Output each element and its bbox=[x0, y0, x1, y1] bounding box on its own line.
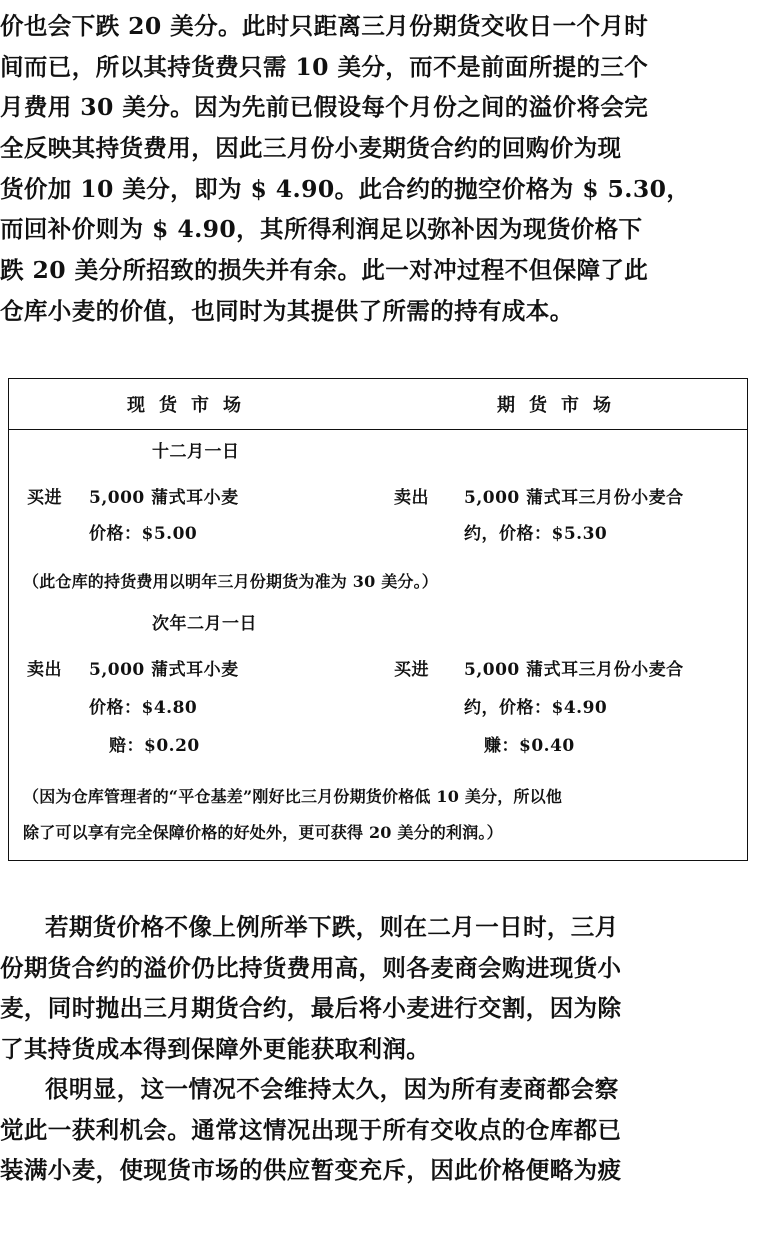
row2-futures-price: 约，价格：$4.90 bbox=[464, 698, 608, 718]
row1-futures-desc: 5,000 蒲式耳三月份小麦合 bbox=[464, 488, 684, 508]
row1-futures-price: 约，价格：$5.30 bbox=[464, 524, 608, 544]
text-line: 价也会下跌 20 美分。此时只距离三月份期货交收日一个月时 bbox=[0, 12, 649, 40]
text-line: 货价加 10 美分，即为 $ 4.90。此合约的抛空价格为 $ 5.30， bbox=[0, 174, 691, 203]
row2-spot-desc: 5,000 蒲式耳小麦 bbox=[89, 660, 239, 680]
note-basis-line2: 除了可以享有完全保障价格的好处外，更可获得 20 美分的利润。） bbox=[23, 823, 503, 842]
row2-spot-loss: 赔：$0.20 bbox=[109, 736, 200, 756]
row2-spot-action: 卖出 bbox=[27, 660, 62, 680]
row1-spot-action: 买进 bbox=[27, 488, 62, 508]
paragraph-middle bbox=[0, 907, 758, 1070]
date-december: 十二月一日 bbox=[152, 442, 240, 462]
paragraph-top bbox=[0, 6, 758, 332]
text-line: 跌 20 美分所招致的损失并有余。此一对冲过程不但保障了此 bbox=[0, 256, 649, 285]
header-futures-market: 期货市场 bbox=[497, 395, 625, 416]
text-line: 若期货价格不像上例所举下跌，则在二月一日时，三月 bbox=[45, 913, 619, 941]
row1-spot-desc: 5,000 蒲式耳小麦 bbox=[89, 488, 239, 508]
text-line: 觉此一获利机会。通常这情况出现于所有交收点的仓库都已 bbox=[0, 1115, 622, 1144]
row1-spot-price: 价格：$5.00 bbox=[89, 524, 198, 544]
text-line: 装满小麦，使现货市场的供应暂变充斥，因此价格便略为疲 bbox=[0, 1156, 622, 1185]
text-line: 仓库小麦的价值，也同时为其提供了所需的持有成本。 bbox=[0, 296, 574, 325]
date-february: 次年二月一日 bbox=[152, 614, 257, 634]
row2-spot-price: 价格：$4.80 bbox=[89, 698, 198, 718]
row2-futures-gain: 赚：$0.40 bbox=[484, 736, 575, 756]
text-line: 而回补价则为 $ 4.90，其所得利润足以弥补因为现货价格下 bbox=[0, 215, 643, 244]
hedge-table bbox=[8, 378, 748, 861]
note-basis-line1: （因为仓库管理者的“平仓基差”刚好比三月份期货价格低 10 美分，所以他 bbox=[23, 787, 563, 806]
table-header bbox=[9, 379, 747, 430]
text-line: 份期货合约的溢价仍比持货费用高，则各麦商会购进现货小 bbox=[0, 953, 622, 982]
text-line: 麦，同时抛出三月期货合约，最后将小麦进行交割，因为除 bbox=[0, 994, 622, 1023]
note-carrying-cost: （此仓库的持货费用以明年三月份期货为准为 30 美分。） bbox=[23, 572, 439, 591]
row1-futures-action: 卖出 bbox=[394, 488, 429, 508]
text-line: 很明显，这一情况不会维持太久，因为所有麦商都会察 bbox=[45, 1075, 619, 1103]
header-spot-market: 现货市场 bbox=[127, 395, 255, 416]
text-line: 间而已，所以其持货费只需 10 美分，而不是前面所提的三个 bbox=[0, 52, 649, 81]
text-line: 月费用 30 美分。因为先前已假设每个月份之间的溢价将会完 bbox=[0, 93, 649, 122]
text-line: 全反映其持货费用，因此三月份小麦期货合约的回购价为现 bbox=[0, 134, 622, 163]
text-line: 了其持货成本得到保障外更能获取利润。 bbox=[0, 1035, 431, 1064]
row2-futures-desc: 5,000 蒲式耳三月份小麦合 bbox=[464, 660, 684, 680]
paragraph-bottom bbox=[0, 1069, 758, 1191]
row2-futures-action: 买进 bbox=[394, 660, 429, 680]
